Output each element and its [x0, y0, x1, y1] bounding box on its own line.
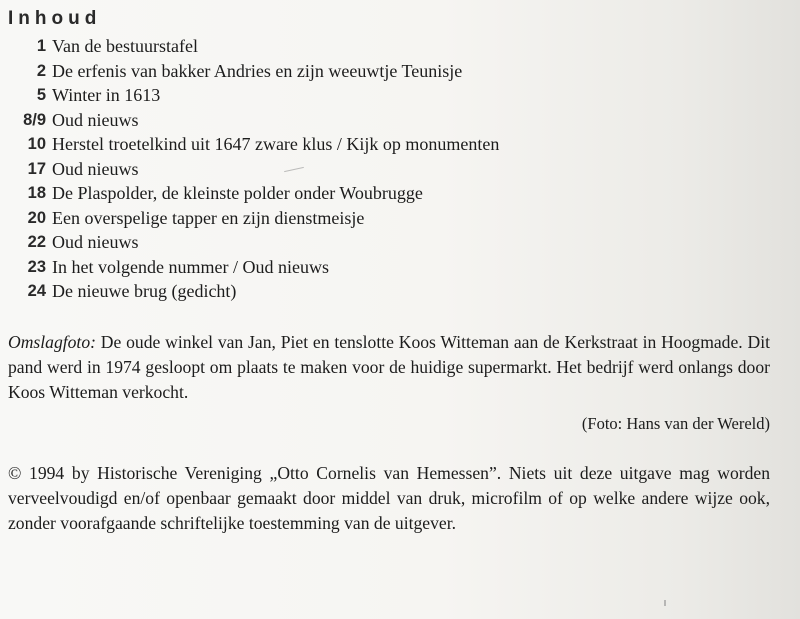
- toc-entry: [0, 157, 499, 182]
- toc-entry: [0, 255, 499, 280]
- toc-page-number: 22: [27, 233, 46, 251]
- copyright-notice: © 1994 by Historische Vereniging „Otto Cornelis van Hemessen”. Niets uit deze uitgave mag worden verveelvoudigd en/of openbaar gemaakt door middel van druk, microfilm of op welke andere wijze ook, zonder voorafgaande schriftelijke toestemming van de uitgever.: [8, 463, 770, 533]
- cover-photo-label: Omslagfoto:: [8, 332, 96, 352]
- toc-title: Herstel troetelkind uit 1647 zware klus / Kijk op monumenten: [52, 134, 500, 154]
- toc-title: In het volgende nummer / Oud nieuws: [52, 256, 329, 277]
- toc-page-number: 2: [36, 61, 46, 80]
- toc-page-number: 20: [27, 208, 46, 227]
- contents-heading: Inhoud: [8, 8, 102, 29]
- toc-page-number: 5: [36, 86, 46, 104]
- toc-entry: [0, 230, 499, 255]
- toc-title: Oud nieuws: [52, 232, 139, 252]
- toc-title: Oud nieuws: [52, 109, 139, 130]
- toc-entry: [0, 59, 499, 84]
- toc-entry: [0, 181, 499, 206]
- scan-speck: [664, 600, 666, 606]
- toc-page-number: 10: [27, 135, 46, 153]
- toc-entry: [0, 132, 499, 157]
- cover-photo-caption: [8, 330, 770, 405]
- toc-entry: [0, 206, 499, 231]
- toc-title: Oud nieuws: [52, 158, 139, 179]
- toc-title: De erfenis van bakker Andries en zijn weeuwtje Teunisje: [52, 60, 463, 81]
- toc-entry: [0, 83, 499, 108]
- toc-entry: [0, 108, 499, 133]
- toc-page-number: 18: [27, 184, 46, 202]
- table-of-contents: [0, 34, 499, 304]
- photo-credit: (Foto: Hans van der Wereld): [581, 414, 770, 433]
- toc-title: Winter in 1613: [52, 85, 161, 105]
- toc-title: De Plaspolder, de kleinste polder onder Woubrugge: [52, 183, 423, 203]
- toc-page-number: 1: [36, 37, 46, 55]
- toc-title: De nieuwe brug (gedicht): [52, 281, 237, 301]
- toc-entry: [0, 279, 499, 304]
- cover-photo-text: De oude winkel van Jan, Piet en tenslotte Koos Witteman aan de Kerkstraat in Hoogmade. Dit pand werd in 1974 gesloopt om plaats te maken voor de huidige supermarkt. Het bedrijf werd onlangs door Koos Witteman verkocht.: [8, 332, 770, 402]
- toc-page-number: 17: [27, 159, 46, 178]
- toc-page-number: 8/9: [23, 110, 46, 129]
- toc-page-number: 24: [27, 282, 46, 300]
- toc-title: Van de bestuurstafel: [52, 36, 198, 56]
- toc-title: Een overspelige tapper en zijn dienstmeisje: [52, 207, 365, 228]
- toc-entry: [0, 34, 499, 59]
- toc-page-number: 23: [27, 257, 46, 276]
